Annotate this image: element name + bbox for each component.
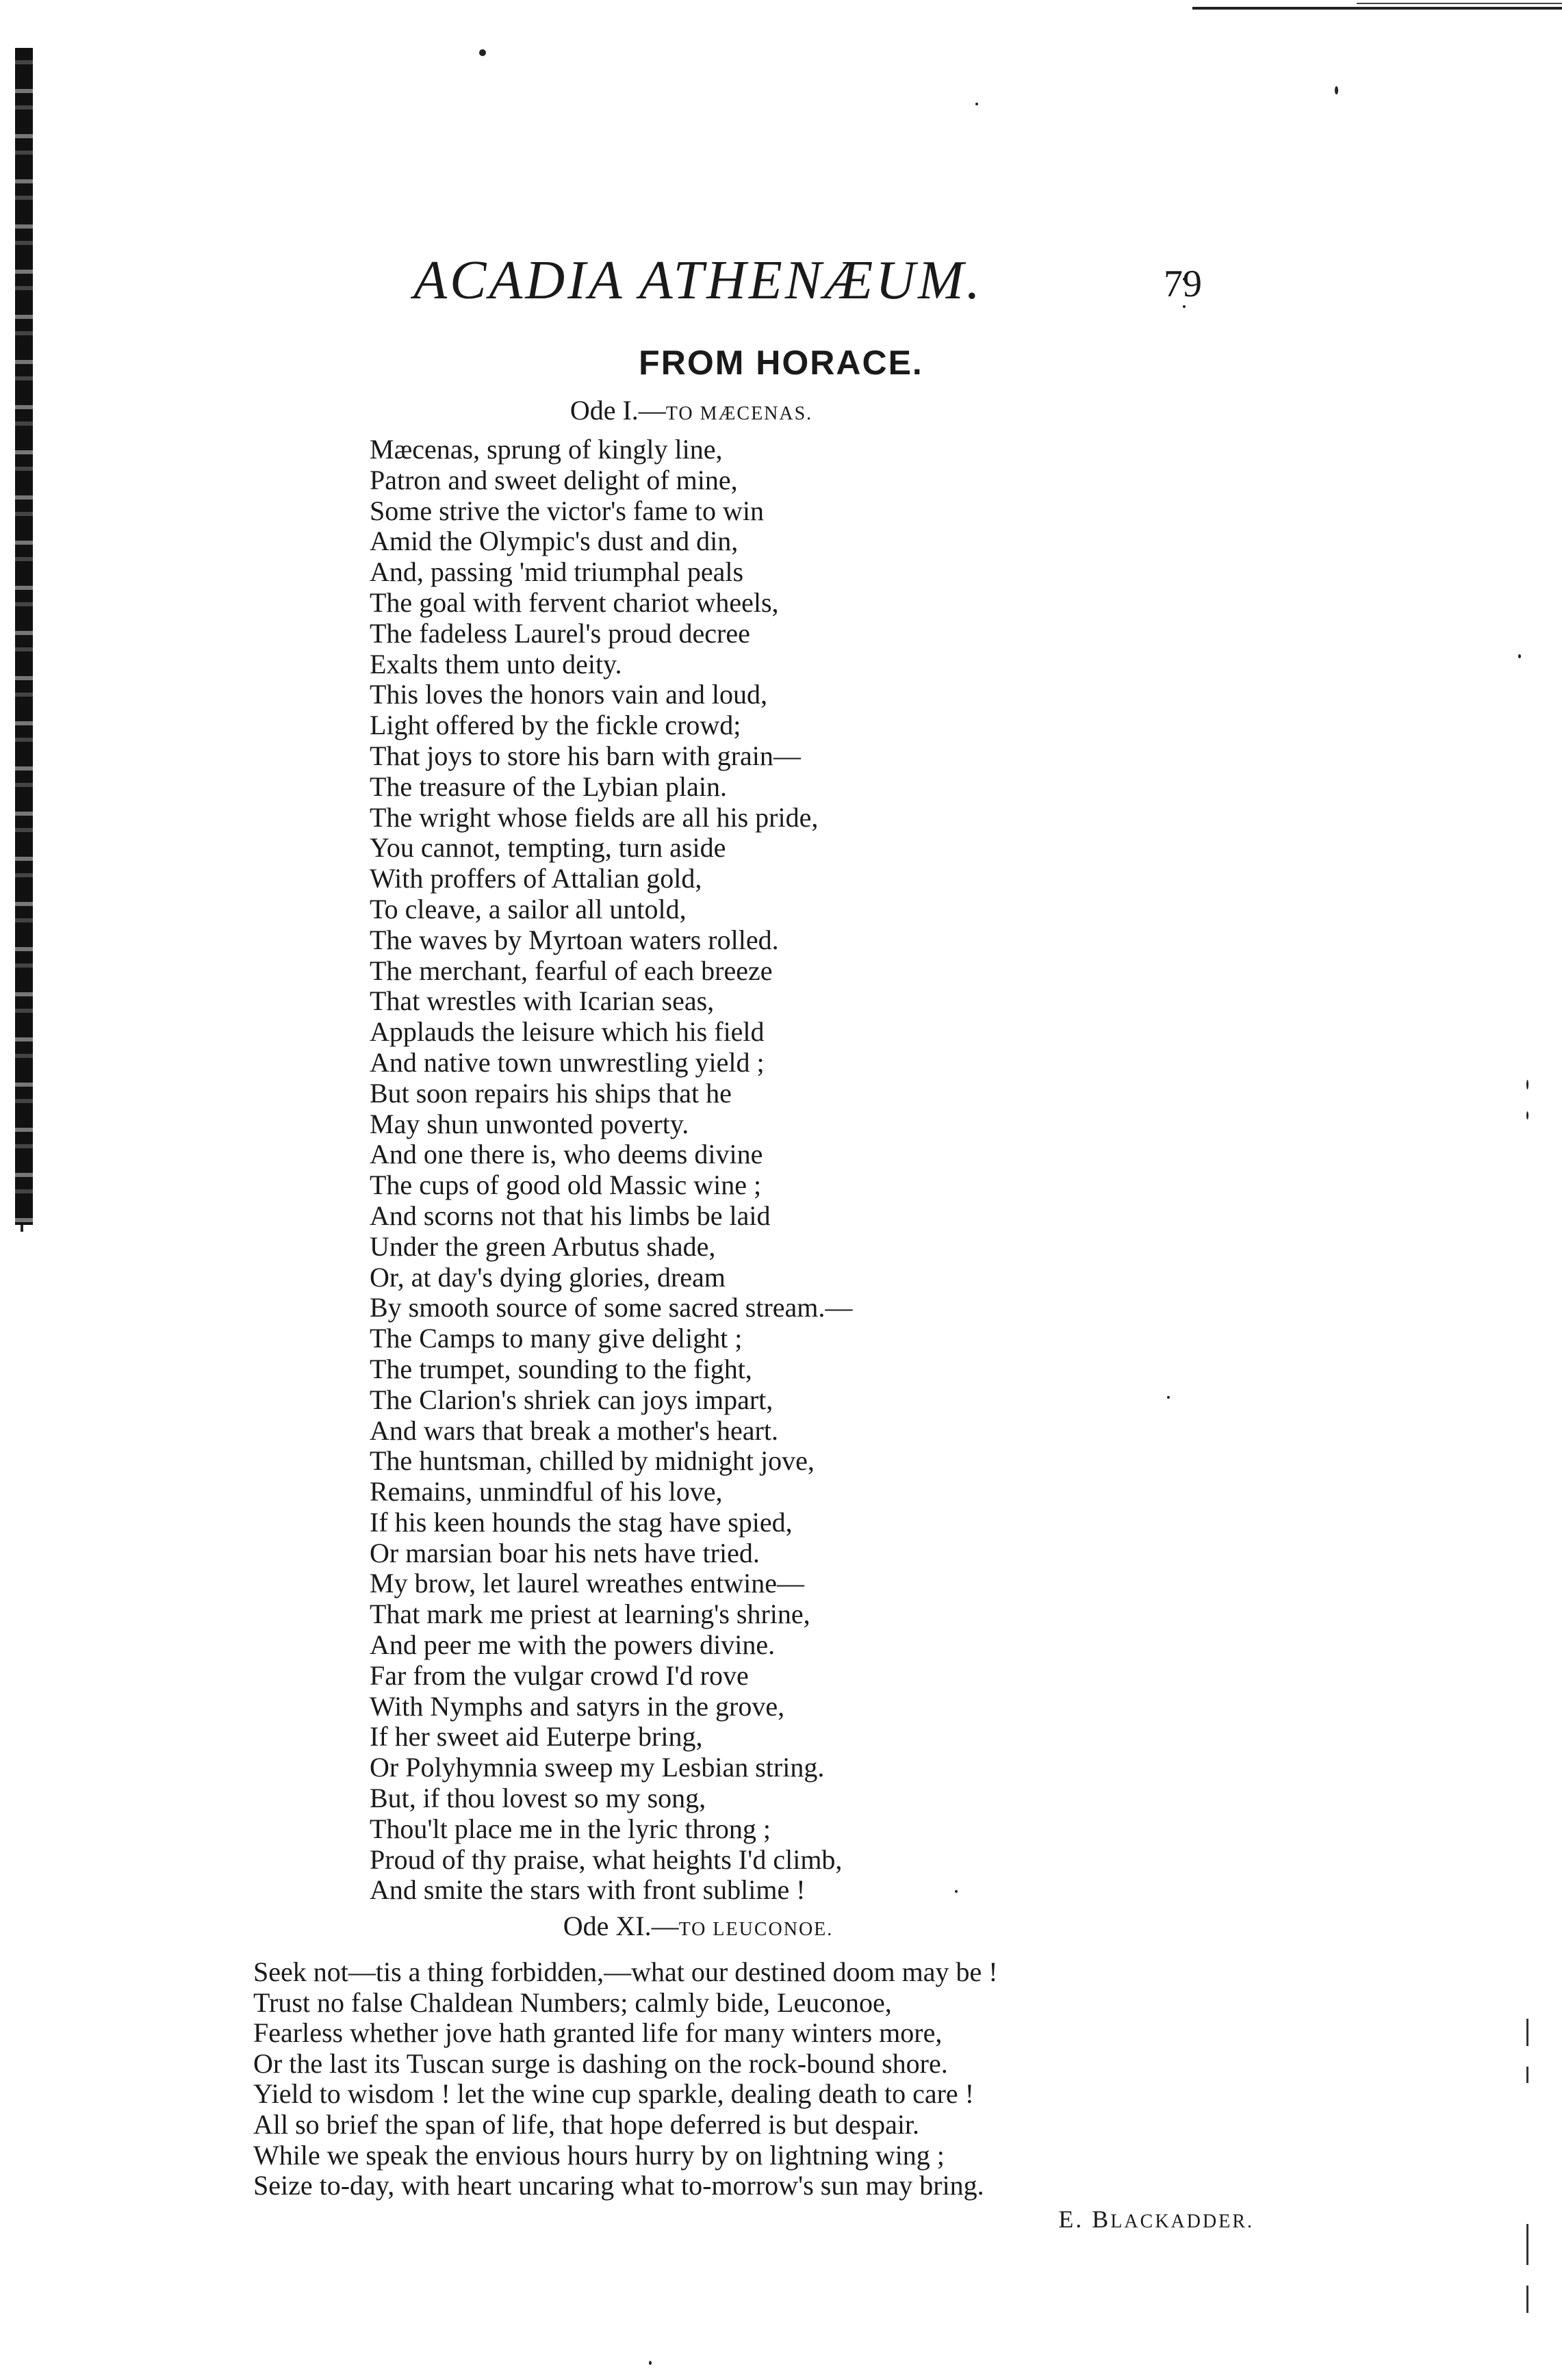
poem-line: The Clarion's shriek can joys impart,	[370, 1384, 773, 1415]
poem-line: The trumpet, sounding to the fight,	[370, 1353, 752, 1384]
scan-speck	[479, 49, 486, 56]
poem-line: Thou'lt place me in the lyric throng ;	[370, 1813, 771, 1844]
poem-line: Amid the Olympic's dust and din,	[370, 526, 739, 557]
section-title: FROM HORACE.	[639, 344, 923, 382]
poem-line: Fearless whether jove hath granted life for many winters more,	[253, 2017, 943, 2049]
poem-line: The huntsman, chilled by midnight jove,	[370, 1445, 815, 1477]
ode-xi-poem	[253, 1957, 998, 2201]
poem-line: May shun unwonted poverty.	[370, 1108, 689, 1139]
poem-line: And wars that break a mother's heart.	[370, 1414, 778, 1446]
poem-line: That joys to store his barn with grain—	[370, 740, 801, 771]
page-number: 79	[1164, 263, 1202, 305]
poem-line: My brow, let laurel wreathes entwine—	[370, 1568, 804, 1599]
signature-surname: LACKADDER.	[1110, 2211, 1254, 2232]
scan-speck	[1335, 86, 1338, 94]
scan-speck	[1167, 1396, 1170, 1399]
poem-line: Under the green Arbutus shade,	[370, 1230, 716, 1262]
poem-line: Remains, unmindful of his love,	[370, 1476, 723, 1508]
poem-line: The wright whose fields are all his pride,	[370, 801, 819, 833]
ode-dedication: TO LEUCONOE.	[678, 1919, 834, 1940]
poem-line: Patron and sweet delight of mine,	[370, 464, 738, 495]
poem-line: Yield to wisdom ! let the wine cup sparkle, dealing death to care !	[253, 2078, 975, 2110]
poem-line: The merchant, fearful of each breeze	[370, 955, 773, 986]
poem-line: And scorns not that his limbs be laid	[370, 1200, 771, 1231]
poem-line: If his keen hounds the stag have spied,	[370, 1506, 793, 1538]
ode-number: Ode XI.—	[563, 1911, 679, 1941]
poem-line: But, if thou lovest so my song,	[370, 1783, 706, 1814]
scan-speck	[955, 1890, 958, 1893]
poem-line: Seek not—tis a thing forbidden,—what our destined doom may be !	[253, 1956, 998, 1987]
poem-line: This loves the honors vain and loud,	[370, 679, 768, 710]
poem-line: Proud of thy praise, what heights I'd climb,	[370, 1844, 843, 1875]
poem-line: The fadeless Laurel's proud decree	[370, 617, 750, 649]
poem-line: The treasure of the Lybian plain.	[370, 771, 728, 802]
poem-line: Or Polyhymnia sweep my Lesbian string.	[370, 1752, 825, 1783]
poem-line: Some strive the victor's fame to win	[370, 495, 764, 526]
scan-edge-mark	[1526, 2224, 1528, 2265]
scan-edge-mark	[1526, 2019, 1528, 2046]
poem-line: You cannot, tempting, turn aside	[370, 832, 726, 864]
poem-line: With proffers of Attalian gold,	[370, 863, 702, 894]
poem-line: And, passing 'mid triumphal peals	[370, 556, 744, 588]
poem-line: The Camps to many give delight ;	[370, 1323, 743, 1354]
poem-line: Or, at day's dying glories, dream	[370, 1261, 726, 1293]
poem-line: The goal with fervent chariot wheels,	[370, 586, 779, 618]
ode-i-poem	[370, 435, 852, 1906]
signature-initial: E. B	[1058, 2206, 1111, 2233]
poem-line: The waves by Myrtoan waters rolled.	[370, 924, 779, 955]
scan-speck	[1526, 1080, 1528, 1089]
poem-line: Trust no false Chaldean Numbers; calmly bide, Leuconoe,	[253, 1987, 892, 2018]
poem-line: Exalts them unto deity.	[370, 648, 622, 680]
poem-line: While we speak the envious hours hurry by on lightning wing ;	[253, 2139, 945, 2171]
scan-speck	[649, 2361, 652, 2365]
poem-line: Seize to-day, with heart uncaring what to-morrow's sun may bring.	[253, 2170, 984, 2201]
scan-edge-mark	[1526, 2286, 1528, 2313]
poem-line: Or marsian boar his nets have tried.	[370, 1537, 760, 1568]
poem-line: Far from the vulgar crowd I'd rove	[370, 1659, 749, 1691]
poem-line: And one there is, who deems divine	[370, 1139, 763, 1170]
scan-edge-mark	[1526, 2067, 1528, 2083]
poem-line: That wrestles with Icarian seas,	[370, 985, 715, 1017]
poem-line: And smite the stars with front sublime !	[370, 1874, 806, 1906]
poem-line: And native town unwrestling yield ;	[370, 1046, 765, 1078]
scan-speck	[975, 103, 978, 105]
author-signature	[1058, 2202, 1254, 2239]
poem-line: With Nymphs and satyrs in the grove,	[370, 1690, 785, 1722]
poem-line: By smooth source of some sacred stream.—	[370, 1292, 853, 1323]
scan-speck	[1518, 654, 1521, 658]
poem-line: Or the last its Tuscan surge is dashing on the rock-bound shore.	[253, 2047, 948, 2079]
ode-heading	[0, 390, 1383, 435]
ode-dedication: TO MÆCENAS.	[665, 403, 813, 424]
running-title: ACADIA ATHENÆUM.	[413, 250, 983, 311]
poem-line: The cups of good old Massic wine ;	[370, 1169, 762, 1201]
poem-line: To cleave, a sailor all untold,	[370, 893, 687, 924]
scan-edge-rule	[1357, 3, 1562, 4]
poem-line: If her sweet aid Euterpe bring,	[370, 1721, 703, 1752]
poem-line: That mark me priest at learning's shrine,	[370, 1599, 810, 1630]
ode-heading	[0, 1906, 1396, 1950]
binding-edge	[21, 1225, 23, 1232]
binding-edge	[15, 48, 33, 1225]
scan-edge-rule	[1192, 7, 1562, 10]
poem-line: But soon repairs his ships that he	[370, 1077, 732, 1109]
poem-line: Light offered by the fickle crowd;	[370, 710, 741, 741]
ode-number: Ode I.—	[569, 395, 666, 426]
poem-line: Mæcenas, sprung of kingly line,	[370, 434, 723, 465]
scan-speck	[1526, 1111, 1528, 1120]
poem-line: All so brief the span of life, that hope deferred is but despair.	[253, 2108, 920, 2140]
poem-line: Applauds the leisure which his field	[370, 1016, 765, 1048]
poem-line: And peer me with the powers divine.	[370, 1629, 776, 1661]
